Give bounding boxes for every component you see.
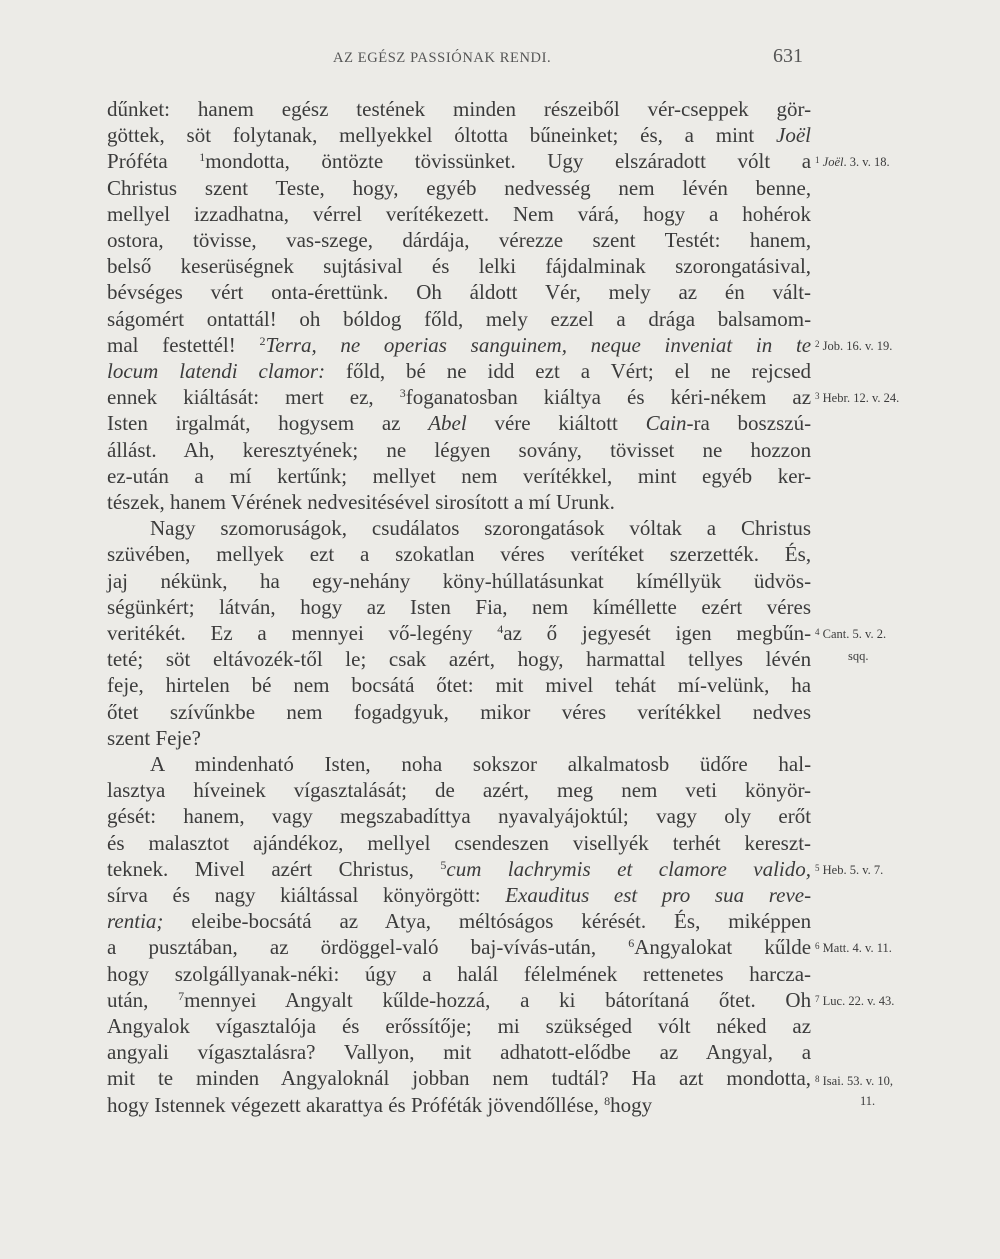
text-line: A mindenható Isten, noha sokszor alkalmatosb üdőre hal- — [150, 752, 812, 776]
text-line: őtet szívűnkbe nem fogadgyuk, mikor véres verítékkel nedves — [107, 699, 812, 724]
text-line: ez-után a mí kertűnk; mellyet nem verítékkel, mint egyéb ker- — [107, 463, 812, 488]
marginal-note: $^5$ Heb. 5. v. 7. — [815, 862, 884, 877]
text-line: ennek kiáltását: mert ez, $^3$foganatosban kiáltya és kéri-nékem az — [107, 385, 812, 410]
text-line: Nagy szomoruságok, csudálatos szorongatások vóltak a Christus — [150, 516, 812, 541]
text-line: hogy Istennek végezett akarattya és Próféták jövendőllése, $^8$hogy — [107, 1092, 653, 1117]
text-line: teté; söt eltávozék-től le; csak azért, hogy, harmattal tellyes lévén — [107, 647, 812, 672]
marginal-note: sqq. — [848, 649, 869, 664]
text-line: Christus szent Teste, hogy, egyéb nedvesség nem lévén benne, — [107, 175, 812, 200]
text-line: sírva és nagy kiáltással könyörgött: Exauditus est pro sua reve- — [107, 883, 812, 907]
marginal-note: 11. — [860, 1093, 876, 1108]
text-line: szent Feje? — [107, 725, 201, 750]
text-line: állást. Ah, keresztyének; ne légyen sovány, tövisset ne hozzon — [107, 437, 812, 462]
text-line: teknek. Mivel azért Christus, $^5$cum lachrymis et clamore valido, — [107, 856, 812, 881]
text-line: és malasztot ajándékoz, mellyel csendeszen visellyék terhét kereszt- — [107, 830, 812, 855]
text-line: lasztya híveinek vígasztalását; de azért, meg nem veti könyör- — [107, 778, 812, 803]
text-line: belső keserüségnek sujtásival és lelki fájdalminak szorongatásival, — [107, 254, 812, 279]
marginal-note: $^4$ Cant. 5. v. 2. — [815, 627, 887, 641]
text-line: bévséges vért onta-érettünk. Oh áldott Vér, mely az én vált- — [107, 280, 812, 305]
text-line: mit te minden Angyaloknál jobban nem tudtál? Ha azt mondotta, — [107, 1066, 812, 1091]
text-line: dűnket: hanem egész testének minden részeiből vér-cseppek gör- — [107, 97, 812, 121]
text-line: hogy szolgállyanak-néki: úgy a halál félelmének rettenetes harcza- — [107, 961, 812, 986]
text-line: a pusztában, az ördöggel-való baj-vívás-után, $^6$Angyalokat kűlde — [107, 935, 812, 960]
text-line: ságomért ontattál! oh bóldog főld, mely ezzel a drága balsamom- — [107, 306, 812, 331]
text-line: jaj nékünk, ha egy-nehány köny-húllatásunkat kíméllyük üdvös- — [107, 568, 812, 593]
marginal-note: $^1$ Joël. 3. v. 18. — [815, 155, 890, 170]
text-line: göttek, söt folytanak, mellyekkel óltotta bűneinket; és, a mint Joël — [107, 123, 812, 148]
text-line: ostora, tövisse, vas-szege, dárdája, vérezze szent Testét: hanem, — [107, 228, 812, 252]
text-line: Isten irgalmát, hogysem az Abel vére kiáltott Cain-ra boszszú- — [107, 411, 812, 436]
marginal-note: $^6$ Matt. 4. v. 11. — [815, 941, 892, 956]
text-line: után, $^7$mennyei Angyalt kűlde-hozzá, a ki bátorítaná őtet. Oh — [107, 987, 812, 1012]
marginal-note: $^2$ Job. 16. v. 19. — [815, 338, 893, 353]
text-line: gését: hanem, vagy megszabadíttya nyavalyájoktúl; vagy oly erőt — [107, 804, 812, 829]
text-line: angyali vígasztalásra? Vallyon, mit adhatott-elődbe az Angyal, a — [107, 1040, 812, 1065]
text-line: szüvében, mellyek ezt a szokatlan véres verítéket szerzették. És, — [107, 542, 812, 567]
text-line: ségünkért; látván, hogy az Isten Fia, nem kíméllette ezért véres — [107, 594, 812, 619]
marginal-note: $^7$ Luc. 22. v. 43. — [815, 993, 895, 1008]
text-line: tészek, hanem Vérének nedvesitésével sirosított a mí Urunk. — [107, 490, 615, 514]
marginal-note: $^3$ Hebr. 12. v. 24. — [815, 391, 900, 406]
text-line: locum latendi clamor: főld, bé ne idd ezt a Vért; el ne rejcsed — [107, 359, 812, 383]
running-title: AZ EGÉSZ PASSIÓNAK RENDI. — [333, 50, 552, 66]
page-number: 631 — [773, 45, 803, 67]
text-line: mal festettél! $^2$Terra, ne operias sanguinem, neque inveniat in te — [107, 332, 812, 357]
text-line: Angyalok vígasztalója és erőssítője; mi szükséged vólt néked az — [107, 1014, 812, 1038]
marginal-note: $^8$ Isai. 53. v. 10, — [815, 1074, 894, 1089]
text-line: veritékét. Ez a mennyei vő-legény $^4$az ő jegyesét igen megbűn- — [107, 621, 812, 645]
text-line: rentia; eleibe-bocsátá az Atya, méltóságos kérését. És, miképpen — [107, 909, 812, 934]
text-line: feje, hirtelen bé nem bocsátá őtet: mit mivel tehát mí-velünk, ha — [107, 673, 812, 698]
text-line: Próféta $^1$mondotta, öntözte tövissünket. Ugy elszáradott vólt a — [107, 149, 812, 174]
text-line: mellyel izzadhatna, vérrel verítékezett. Nem várá, hogy a hohérok — [107, 201, 812, 226]
